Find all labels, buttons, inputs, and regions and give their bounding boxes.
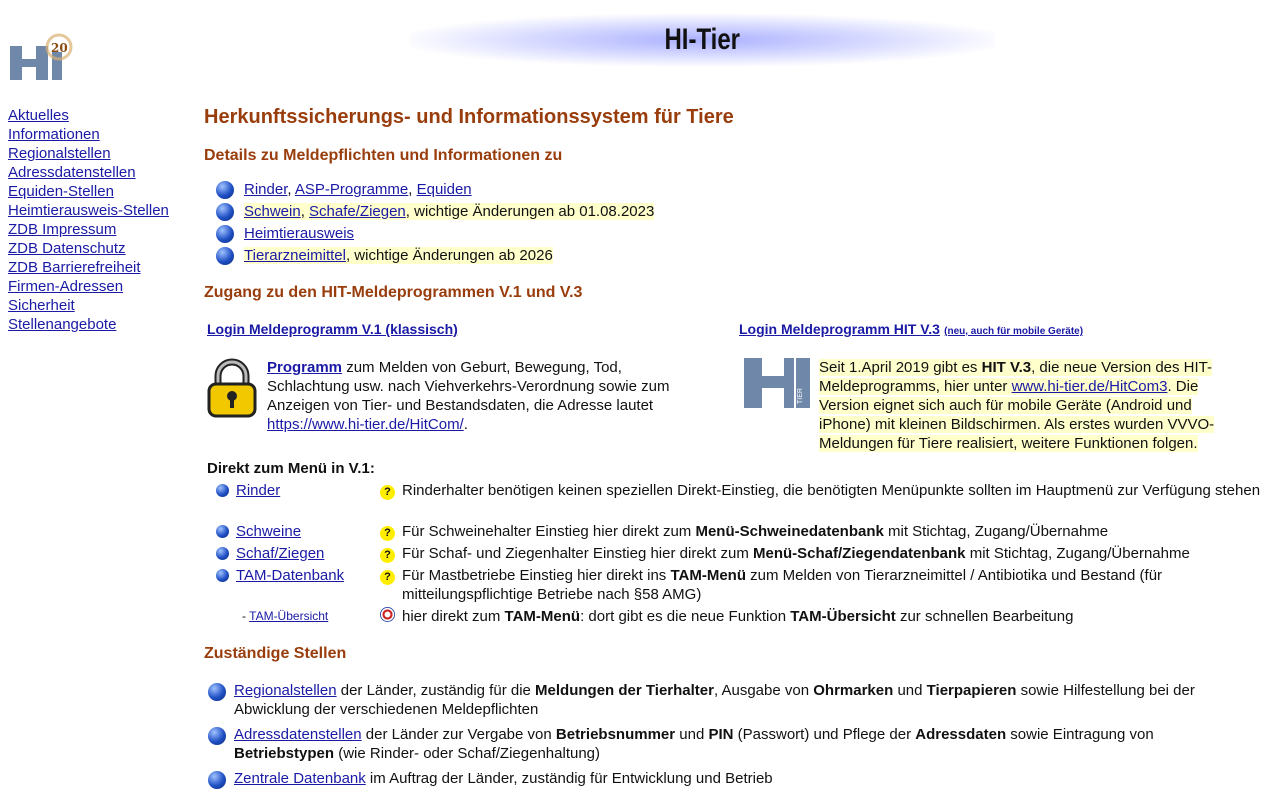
bullet-icon (208, 771, 226, 789)
bullet-icon (208, 683, 226, 701)
details-list (216, 179, 654, 267)
notice-text: , wichtige Änderungen ab 2026 (345, 247, 553, 264)
padlock-icon (206, 358, 258, 418)
nav-firmen-adressen[interactable]: Firmen-Adressen (8, 278, 124, 295)
bold: Betriebsnummer (555, 726, 676, 743)
row-text: zum Melden von Tierarzneimittel / Antibiotika und Bestand (für mitteilungspflichtige Betriebe nach §58 AMG) (402, 567, 1163, 603)
list-item (216, 201, 654, 223)
title-banner (410, 14, 995, 66)
bold: Adressdaten (915, 726, 1007, 743)
row-text: Rinderhalter benötigen keinen speziellen Direkt-Einstieg, die benötigten Menüpunkte sollten im Hauptmenü zur Verfügung stehen (402, 482, 1261, 499)
text: sowie Eintragung von (1006, 726, 1154, 743)
help-icon[interactable]: ? (380, 548, 395, 563)
text: der Länder zur Vergabe von (361, 726, 556, 743)
list-item (208, 769, 1248, 789)
bold: PIN (708, 726, 734, 743)
bold: Meldungen der Tierhalter (535, 682, 714, 699)
details-heading: Details zu Meldepflichten und Informationen zu (204, 147, 563, 164)
row-text: Für Mastbetriebe Einstieg hier direkt ins (402, 567, 671, 584)
nav-zdb-impressum[interactable]: ZDB Impressum (8, 221, 117, 238)
bullet-icon (216, 225, 234, 243)
link-schafe-ziegen[interactable]: Schafe/Ziegen (309, 203, 406, 220)
login-v1-link[interactable]: Login Meldeprogramm V.1 (klassisch) (207, 321, 458, 337)
help-icon[interactable]: ? (380, 485, 395, 500)
separator: , (408, 181, 417, 198)
zentrale-datenbank-link[interactable]: Zentrale Datenbank (234, 770, 366, 787)
bullet-icon (216, 247, 234, 265)
login-v3-link[interactable]: Login Meldeprogramm HIT V.3 (739, 321, 940, 337)
text: und (675, 726, 709, 743)
v1-text: zum Melden von Geburt, Bewegung, Tod, Schlachtung usw. nach Viehverkehrs-Verordnung sowie zum Anzeigen von Tier- und Bestandsdaten, die Adresse lautet (267, 359, 670, 414)
adressdatenstellen-link[interactable]: Adressdatenstellen (234, 726, 362, 743)
text: , Ausgabe von (713, 682, 814, 699)
list-item (208, 681, 1248, 719)
direkt-tam-link[interactable]: TAM-Datenbank (236, 567, 345, 584)
list-item (216, 179, 654, 201)
row-bold: TAM-Übersicht (790, 608, 896, 625)
bold: Betriebstypen (234, 745, 335, 762)
v3-bold: HIT V.3 (981, 359, 1032, 376)
v3-text: Seit 1.April 2019 gibt es (819, 359, 982, 376)
text: (wie Rinder- oder Schaf/Ziegenhaltung) (334, 745, 601, 762)
row-bold: TAM-Menü (504, 608, 581, 625)
nav-equiden-stellen[interactable]: Equiden-Stellen (8, 183, 114, 200)
hit-logo-icon (744, 358, 810, 408)
text: der Länder, zuständig für die (336, 682, 536, 699)
nav-stellenangebote[interactable]: Stellenangebote (8, 316, 117, 333)
row-text: hier direkt zum (402, 608, 505, 625)
link-asp[interactable]: ASP-Programme (294, 181, 409, 198)
nav-sicherheit[interactable]: Sicherheit (8, 297, 75, 314)
bullet-icon (216, 181, 234, 199)
bullet-icon (216, 547, 229, 560)
direkt-rinder-link[interactable]: Rinder (236, 482, 281, 499)
tam-uebersicht-link[interactable]: TAM-Übersicht (249, 609, 329, 623)
table-row (216, 522, 1266, 544)
link-tierarzneimittel[interactable]: Tierarzneimittel (244, 247, 346, 264)
regionalstellen-link[interactable]: Regionalstellen (234, 682, 337, 699)
hitcom3-url-link[interactable]: www.hi-tier.de/HitCom3 (1011, 378, 1168, 395)
text: und (893, 682, 927, 699)
hi-tier-logo[interactable] (10, 32, 74, 82)
table-row (216, 566, 1266, 607)
notice-text: , wichtige Änderungen ab 01.08.2023 (405, 203, 655, 220)
bold: Tierpapieren (926, 682, 1017, 699)
v1-description (267, 358, 707, 434)
bullet-icon (216, 525, 229, 538)
sidebar-nav (8, 106, 169, 334)
bullet-icon (216, 484, 229, 497)
v3-description (819, 358, 1244, 453)
nav-adressdatenstellen[interactable]: Adressdatenstellen (8, 164, 136, 181)
nav-zdb-barrierefreiheit[interactable]: ZDB Barrierefreiheit (8, 259, 141, 276)
row-text: Für Schaf- und Ziegenhalter Einstieg hier direkt zum (402, 545, 753, 562)
bullet-icon (216, 203, 234, 221)
login-v3 (739, 321, 1083, 338)
v3-text: . Die Version eignet sich auch für mobile Geräte (Android und iPhone) mit kleinen Bildschirmen. Als erstes wurden VVVO-Meldungen für Tiere realisiert, weitere Funktionen folgen. (819, 378, 1215, 452)
list-item (216, 245, 654, 267)
table-row (216, 481, 1266, 522)
stellen-list (208, 681, 1248, 795)
svg-text:TIER: TIER (797, 388, 804, 404)
svg-text:20: 20 (51, 41, 68, 55)
bullet-icon (216, 569, 229, 582)
help-icon[interactable]: ? (380, 526, 395, 541)
bullet-icon (208, 727, 226, 745)
nav-zdb-datenschutz[interactable]: ZDB Datenschutz (8, 240, 126, 257)
direkt-schweine-link[interactable]: Schweine (236, 523, 302, 540)
programm-link[interactable]: Programm (267, 359, 343, 376)
row-bold: Menü-Schaf/Ziegendatenbank (753, 545, 966, 562)
page-title: Herkunftssicherungs- und Informationssystem für Tiere (204, 106, 734, 128)
site-title: HI-Tier (664, 23, 741, 56)
list-item (216, 223, 654, 245)
separator: , (287, 181, 295, 198)
nav-regionalstellen[interactable]: Regionalstellen (8, 145, 111, 162)
period: . (463, 416, 468, 433)
direkt-table (216, 481, 1266, 629)
row-text: mit Stichtag, Zugang/Übernahme (965, 545, 1190, 562)
text: sowie Hilfestellung bei der Abwicklung der verschiedenen Meldepflichten (234, 682, 1195, 718)
text: im Auftrag der Länder, zuständig für Entwicklung und Betrieb (365, 770, 773, 787)
table-row (216, 544, 1266, 566)
v3-note-link[interactable]: (neu, auch für mobile Geräte) (944, 326, 1084, 337)
zugang-heading: Zugang zu den HIT-Meldeprogrammen V.1 und V.3 (204, 284, 583, 301)
help-icon[interactable]: ? (380, 570, 395, 585)
nav-heimtierausweis-stellen[interactable]: Heimtierausweis-Stellen (8, 202, 169, 219)
link-equiden[interactable]: Equiden (416, 181, 472, 198)
target-icon[interactable] (380, 607, 395, 622)
row-text: : dort gibt es die neue Funktion (580, 608, 791, 625)
row-bold: Menü-Schweinedatenbank (695, 523, 884, 540)
row-text: mit Stichtag, Zugang/Übernahme (883, 523, 1109, 540)
nav-aktuelles[interactable]: Aktuelles (8, 107, 69, 124)
link-heimtierausweis[interactable]: Heimtierausweis (244, 225, 355, 242)
row-bold: TAM-Menü (670, 567, 746, 584)
row-text: zur schnellen Bearbeitung (895, 608, 1074, 625)
direkt-schaf-ziegen-link[interactable]: Schaf/Ziegen (236, 545, 325, 562)
dash: - (242, 609, 250, 623)
link-rinder[interactable]: Rinder (244, 181, 288, 198)
table-row (216, 607, 1266, 629)
separator: , (300, 203, 310, 220)
list-item (208, 725, 1248, 763)
v3-text: , die neue Version des HIT-Meldeprogramms, hier unter (819, 359, 1213, 395)
direkt-heading: Direkt zum Menü in V.1: (207, 460, 375, 477)
link-schwein[interactable]: Schwein (244, 203, 301, 220)
bold: Ohrmarken (813, 682, 894, 699)
hitcom-url-link[interactable]: https://www.hi-tier.de/HitCom/ (267, 416, 464, 433)
nav-informationen[interactable]: Informationen (8, 126, 100, 143)
text: (Passwort) und Pflege der (733, 726, 916, 743)
stellen-heading: Zuständige Stellen (204, 645, 347, 662)
row-text: Für Schweinehalter Einstieg hier direkt zum (402, 523, 696, 540)
